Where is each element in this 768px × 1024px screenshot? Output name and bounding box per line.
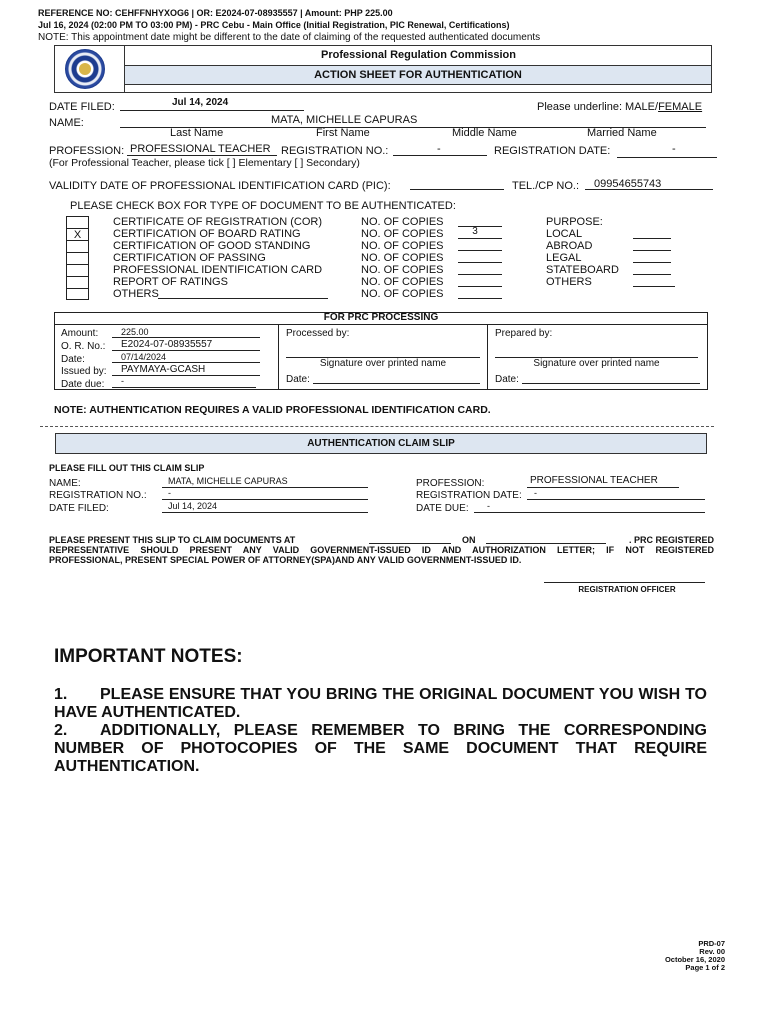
processed-date-field[interactable] bbox=[313, 383, 480, 384]
prepared-by-label: Prepared by: bbox=[495, 328, 553, 339]
copies-label: NO. OF COPIES bbox=[361, 264, 444, 276]
org-name: Professional Regulation Commission bbox=[321, 49, 516, 61]
first-name-caption: First Name bbox=[316, 127, 370, 139]
form-title: ACTION SHEET FOR AUTHENTICATION bbox=[124, 65, 712, 85]
pic-validity-label: VALIDITY DATE OF PROFESSIONAL IDENTIFICATION CARD (PIC): bbox=[49, 180, 391, 192]
tel-label: TEL./CP NO.: bbox=[512, 180, 580, 192]
reg-no-value[interactable]: - bbox=[437, 143, 441, 155]
present-text-part1: PLEASE PRESENT THIS SLIP TO CLAIM DOCUMENTS AT bbox=[49, 535, 296, 545]
note-2-text: ADDITIONALLY, PLEASE REMEMBER TO BRING THE CORRESPONDING NUMBER OF PHOTOCOPIES OF THE SAME DOCUMENT THAT REQUIRE AUTHENTICATION. bbox=[54, 722, 707, 775]
last-name-caption: Last Name bbox=[170, 127, 224, 139]
claim-reg-no-label: REGISTRATION NO.: bbox=[49, 490, 147, 501]
present-text-on: ON bbox=[462, 535, 476, 545]
claim-date-field[interactable] bbox=[486, 543, 606, 544]
form-revision: Rev. 00 bbox=[699, 947, 725, 956]
reg-no-label: REGISTRATION NO.: bbox=[281, 145, 389, 157]
authentication-note: NOTE: AUTHENTICATION REQUIRES A VALID PROFESSIONAL IDENTIFICATION CARD. bbox=[54, 404, 491, 416]
name-value[interactable]: MATA, MICHELLE CAPURAS bbox=[271, 114, 418, 126]
date-filed-value[interactable]: Jul 14, 2024 bbox=[172, 97, 229, 108]
claim-location-field[interactable] bbox=[369, 543, 451, 544]
date-label: Date: bbox=[61, 354, 85, 365]
reg-date-value[interactable]: - bbox=[672, 143, 676, 155]
profession-value[interactable]: PROFESSIONAL TEACHER bbox=[130, 143, 271, 155]
doc-checkbox[interactable]: X bbox=[73, 229, 82, 241]
reg-date-label: REGISTRATION DATE: bbox=[494, 145, 611, 157]
amount-value[interactable]: 225.00 bbox=[121, 327, 149, 337]
copies-label: NO. OF COPIES bbox=[361, 252, 444, 264]
copies-label: NO. OF COPIES bbox=[361, 240, 444, 252]
purpose-field[interactable] bbox=[633, 238, 671, 239]
purpose-item: LOCAL bbox=[546, 228, 583, 240]
teacher-level-note: (For Professional Teacher, please tick [ ] Elementary [ ] Secondary) bbox=[49, 157, 360, 169]
doc-label: OTHERS bbox=[113, 288, 159, 300]
doc-label: CERTIFICATION OF PASSING bbox=[113, 252, 266, 264]
appointment-note: NOTE: This appointment date might be different to the date of claiming of the requested authenticated documents bbox=[38, 32, 541, 43]
profession-label: PROFESSION: bbox=[49, 145, 125, 157]
claim-reg-date-value[interactable]: - bbox=[534, 488, 537, 498]
or-value[interactable]: E2024-07-08935557 bbox=[121, 339, 213, 350]
present-text-line2: REPRESENTATIVE SHOULD PRESENT ANY VALID GOVERNMENT-ISSUED ID AND AUTHORIZATION LETTER; IF NOT REGISTERED bbox=[49, 545, 714, 555]
middle-name-caption: Middle Name bbox=[452, 127, 517, 139]
prc-seal-icon bbox=[65, 49, 105, 89]
copies-value[interactable]: 3 bbox=[472, 226, 478, 237]
claim-due-label: DATE DUE: bbox=[416, 503, 469, 514]
issued-label: Issued by: bbox=[61, 366, 107, 377]
claim-reg-no-value[interactable]: - bbox=[168, 488, 171, 498]
purpose-field[interactable] bbox=[633, 262, 671, 263]
note-1-text: PLEASE ENSURE THAT YOU BRING THE ORIGINAL DOCUMENT YOU WISH TO HAVE AUTHENTICATED. bbox=[54, 686, 707, 721]
schedule-line: Jul 16, 2024 (02:00 PM TO 03:00 PM) - PRC Cebu - Main Office (Initial Registration, PIC Renewal, Certifications) bbox=[38, 20, 510, 30]
purpose-field[interactable] bbox=[633, 274, 671, 275]
note-1-number: 1. bbox=[54, 686, 68, 703]
claim-profession-value[interactable]: PROFESSIONAL TEACHER bbox=[530, 475, 658, 486]
gender-value[interactable]: FEMALE bbox=[658, 101, 703, 113]
claim-slip-title: AUTHENTICATION CLAIM SLIP bbox=[55, 433, 707, 454]
due-label: Date due: bbox=[61, 379, 105, 390]
copies-label: NO. OF COPIES bbox=[361, 216, 444, 228]
purpose-item: LEGAL bbox=[546, 252, 582, 264]
gender-instruction: Please underline: MALE/FEMALE bbox=[537, 101, 703, 113]
amount-label: Amount: bbox=[61, 328, 99, 339]
date-value[interactable]: 07/14/2024 bbox=[121, 352, 167, 362]
doc-label: CERTIFICATE OF REGISTRATION (COR) bbox=[113, 216, 322, 228]
signature-caption: Signature over printed name bbox=[533, 358, 660, 369]
name-label: NAME: bbox=[49, 117, 84, 129]
doc-label: CERTIFICATION OF GOOD STANDING bbox=[113, 240, 311, 252]
copies-label: NO. OF COPIES bbox=[361, 228, 444, 240]
claim-reg-date-label: REGISTRATION DATE: bbox=[416, 490, 522, 501]
copies-label: NO. OF COPIES bbox=[361, 276, 444, 288]
purpose-item: OTHERS bbox=[546, 276, 592, 288]
checkbox-instruction: PLEASE CHECK BOX FOR TYPE OF DOCUMENT TO BE AUTHENTICATED: bbox=[70, 200, 456, 212]
form-date: October 16, 2020 bbox=[664, 955, 725, 964]
signature-caption: Signature over printed name bbox=[319, 358, 447, 369]
present-text-line3: PROFESSIONAL, PRESENT SPECIAL POWER OF ATTORNEY(SPA)AND ANY VALID GOVERNMENT-ISSUED ID. bbox=[49, 555, 522, 565]
purpose-item: STATEBOARD bbox=[546, 264, 619, 276]
issued-value[interactable]: PAYMAYA-GCASH bbox=[121, 364, 206, 375]
prepared-date-field[interactable] bbox=[522, 383, 700, 384]
doc-label: PROFESSIONAL IDENTIFICATION CARD bbox=[113, 264, 323, 276]
date-filed-label: DATE FILED: bbox=[49, 101, 115, 113]
or-label: O. R. No.: bbox=[61, 341, 106, 352]
cut-line bbox=[40, 426, 714, 427]
claim-due-value[interactable]: - bbox=[487, 501, 490, 511]
prepared-date-label: Date: bbox=[495, 374, 519, 385]
purpose-label: PURPOSE: bbox=[546, 216, 603, 228]
purpose-field[interactable] bbox=[633, 286, 675, 287]
claim-date-filed-label: DATE FILED: bbox=[49, 503, 109, 514]
officer-signature-line[interactable] bbox=[544, 582, 705, 583]
reference-line: REFERENCE NO: CEHFFNHYXOG6 | OR: E2024-07-08935557 | Amount: PHP 225.00 bbox=[38, 8, 393, 18]
claim-name-value[interactable]: MATA, MICHELLE CAPURAS bbox=[168, 476, 288, 486]
processed-date-label: Date: bbox=[286, 374, 310, 385]
tel-value[interactable]: 09954655743 bbox=[594, 178, 662, 190]
doc-label: REPORT OF RATINGS bbox=[113, 276, 228, 288]
claim-profession-label: PROFESSION: bbox=[416, 478, 485, 489]
claim-instruction: PLEASE FILL OUT THIS CLAIM SLIP bbox=[49, 463, 205, 473]
doc-label: CERTIFICATION OF BOARD RATING bbox=[113, 228, 301, 240]
important-notes-title: IMPORTANT NOTES: bbox=[54, 646, 243, 667]
married-name-caption: Married Name bbox=[587, 127, 657, 139]
form-code: PRD-07 bbox=[698, 939, 725, 948]
claim-name-label: NAME: bbox=[49, 478, 81, 489]
note-2-number: 2. bbox=[54, 722, 68, 739]
present-text-part2: . PRC REGISTERED bbox=[628, 535, 714, 545]
copies-label: NO. OF COPIES bbox=[361, 288, 444, 300]
claim-date-filed-value[interactable]: Jul 14, 2024 bbox=[168, 501, 218, 511]
due-value[interactable]: - bbox=[121, 376, 124, 386]
processing-title: FOR PRC PROCESSING bbox=[323, 312, 439, 323]
purpose-item: ABROAD bbox=[546, 240, 593, 252]
page-number: Page 1 of 2 bbox=[685, 963, 725, 972]
processed-by-label: Processed by: bbox=[286, 328, 350, 339]
registration-officer-label: REGISTRATION OFFICER bbox=[578, 585, 676, 594]
purpose-field[interactable] bbox=[633, 250, 671, 251]
